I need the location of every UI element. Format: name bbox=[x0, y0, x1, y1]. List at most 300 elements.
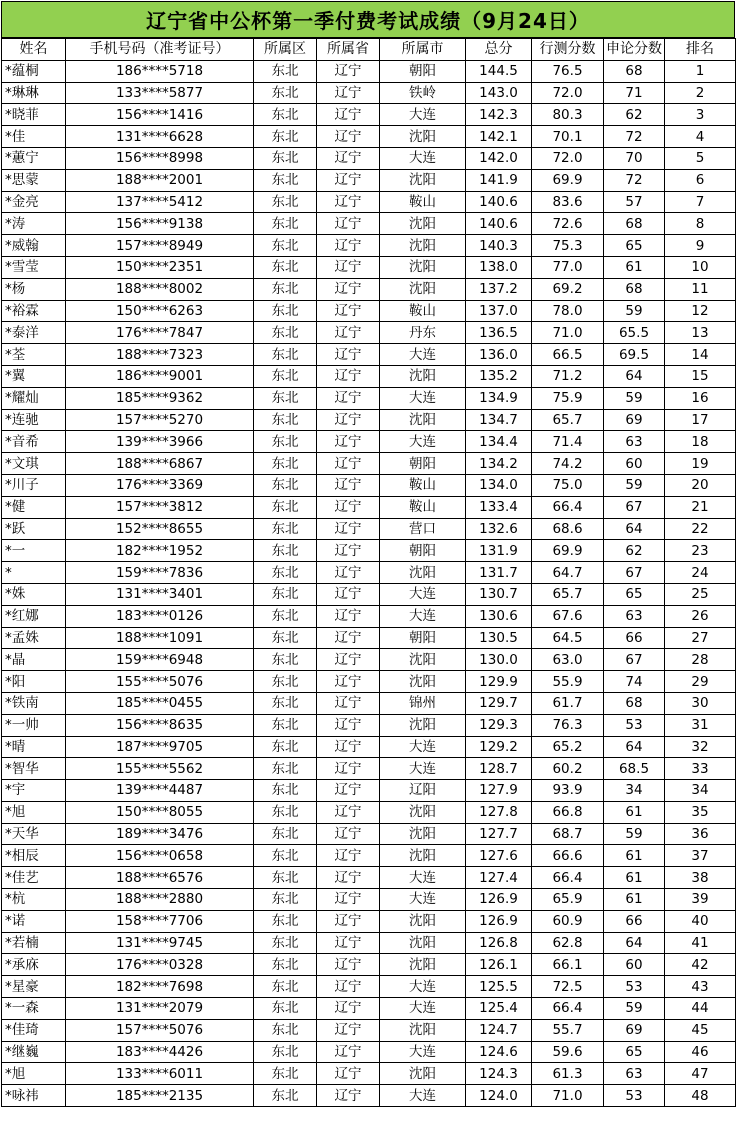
cell-xingce: 69.2 bbox=[532, 278, 604, 300]
cell-province: 辽宁 bbox=[317, 540, 380, 562]
cell-city: 沈阳 bbox=[380, 1063, 466, 1085]
cell-shenlun: 70 bbox=[604, 147, 665, 169]
cell-city: 朝阳 bbox=[380, 540, 466, 562]
cell-region: 东北 bbox=[254, 518, 317, 540]
header-province: 所属省 bbox=[317, 39, 380, 61]
cell-name: *耀灿 bbox=[2, 387, 66, 409]
cell-city: 沈阳 bbox=[380, 910, 466, 932]
cell-city: 大连 bbox=[380, 1041, 466, 1063]
cell-total: 126.9 bbox=[466, 910, 532, 932]
cell-province: 辽宁 bbox=[317, 1041, 380, 1063]
cell-phone: 188****6867 bbox=[66, 453, 254, 475]
cell-region: 东北 bbox=[254, 1041, 317, 1063]
cell-shenlun: 68 bbox=[604, 692, 665, 714]
cell-region: 东北 bbox=[254, 147, 317, 169]
cell-province: 辽宁 bbox=[317, 1085, 380, 1107]
cell-name: *威翰 bbox=[2, 235, 66, 257]
cell-phone: 133****5877 bbox=[66, 82, 254, 104]
cell-xingce: 66.8 bbox=[532, 801, 604, 823]
table-row bbox=[2, 256, 736, 278]
cell-province: 辽宁 bbox=[317, 1063, 380, 1085]
cell-xingce: 76.3 bbox=[532, 714, 604, 736]
cell-name: *荃 bbox=[2, 344, 66, 366]
cell-total: 127.6 bbox=[466, 845, 532, 867]
cell-total: 143.0 bbox=[466, 82, 532, 104]
table-row bbox=[2, 1063, 736, 1085]
cell-city: 辽阳 bbox=[380, 780, 466, 802]
cell-province: 辽宁 bbox=[317, 300, 380, 322]
cell-shenlun: 66 bbox=[604, 627, 665, 649]
cell-region: 东北 bbox=[254, 104, 317, 126]
cell-province: 辽宁 bbox=[317, 474, 380, 496]
cell-city: 沈阳 bbox=[380, 801, 466, 823]
cell-name: *琳琳 bbox=[2, 82, 66, 104]
cell-total: 142.1 bbox=[466, 126, 532, 148]
cell-city: 沈阳 bbox=[380, 671, 466, 693]
cell-xingce: 80.3 bbox=[532, 104, 604, 126]
cell-total: 130.0 bbox=[466, 649, 532, 671]
cell-xingce: 66.1 bbox=[532, 954, 604, 976]
cell-province: 辽宁 bbox=[317, 60, 380, 82]
cell-rank: 12 bbox=[665, 300, 736, 322]
table-row bbox=[2, 867, 736, 889]
cell-region: 东北 bbox=[254, 692, 317, 714]
cell-name: *天华 bbox=[2, 823, 66, 845]
cell-region: 东北 bbox=[254, 387, 317, 409]
cell-phone: 156****0658 bbox=[66, 845, 254, 867]
cell-region: 东北 bbox=[254, 605, 317, 627]
cell-rank: 6 bbox=[665, 169, 736, 191]
cell-city: 朝阳 bbox=[380, 60, 466, 82]
table-row bbox=[2, 823, 736, 845]
cell-name: *连驰 bbox=[2, 409, 66, 431]
cell-phone: 155****5076 bbox=[66, 671, 254, 693]
cell-province: 辽宁 bbox=[317, 714, 380, 736]
table-row bbox=[2, 627, 736, 649]
cell-name: *宇 bbox=[2, 780, 66, 802]
cell-total: 128.7 bbox=[466, 758, 532, 780]
cell-name: *一帅 bbox=[2, 714, 66, 736]
cell-total: 125.4 bbox=[466, 998, 532, 1020]
cell-shenlun: 59 bbox=[604, 387, 665, 409]
cell-region: 东北 bbox=[254, 453, 317, 475]
cell-rank: 11 bbox=[665, 278, 736, 300]
cell-rank: 32 bbox=[665, 736, 736, 758]
page-title: 辽宁省中公杯第一季付费考试成绩（9月24日） bbox=[1, 1, 735, 38]
cell-total: 142.3 bbox=[466, 104, 532, 126]
cell-xingce: 71.0 bbox=[532, 322, 604, 344]
cell-province: 辽宁 bbox=[317, 169, 380, 191]
cell-total: 135.2 bbox=[466, 365, 532, 387]
cell-province: 辽宁 bbox=[317, 649, 380, 671]
cell-city: 沈阳 bbox=[380, 235, 466, 257]
cell-xingce: 60.2 bbox=[532, 758, 604, 780]
cell-province: 辽宁 bbox=[317, 365, 380, 387]
cell-region: 东北 bbox=[254, 213, 317, 235]
cell-rank: 8 bbox=[665, 213, 736, 235]
cell-province: 辽宁 bbox=[317, 736, 380, 758]
cell-region: 东北 bbox=[254, 191, 317, 213]
cell-region: 东北 bbox=[254, 1019, 317, 1041]
table-row bbox=[2, 801, 736, 823]
table-row bbox=[2, 954, 736, 976]
cell-phone: 182****1952 bbox=[66, 540, 254, 562]
cell-province: 辽宁 bbox=[317, 278, 380, 300]
table-row bbox=[2, 82, 736, 104]
cell-xingce: 76.5 bbox=[532, 60, 604, 82]
table-row bbox=[2, 1019, 736, 1041]
cell-phone: 139****4487 bbox=[66, 780, 254, 802]
cell-xingce: 69.9 bbox=[532, 169, 604, 191]
cell-xingce: 55.9 bbox=[532, 671, 604, 693]
cell-region: 东北 bbox=[254, 256, 317, 278]
cell-phone: 152****8655 bbox=[66, 518, 254, 540]
cell-rank: 44 bbox=[665, 998, 736, 1020]
cell-province: 辽宁 bbox=[317, 387, 380, 409]
cell-region: 东北 bbox=[254, 126, 317, 148]
cell-xingce: 65.7 bbox=[532, 583, 604, 605]
table-row bbox=[2, 60, 736, 82]
cell-rank: 13 bbox=[665, 322, 736, 344]
cell-xingce: 65.7 bbox=[532, 409, 604, 431]
cell-province: 辽宁 bbox=[317, 344, 380, 366]
cell-city: 大连 bbox=[380, 583, 466, 605]
cell-province: 辽宁 bbox=[317, 213, 380, 235]
cell-rank: 17 bbox=[665, 409, 736, 431]
cell-city: 鞍山 bbox=[380, 300, 466, 322]
cell-name: *蕙宁 bbox=[2, 147, 66, 169]
table-row bbox=[2, 649, 736, 671]
cell-phone: 131****6628 bbox=[66, 126, 254, 148]
cell-rank: 19 bbox=[665, 453, 736, 475]
cell-name: *晶 bbox=[2, 649, 66, 671]
cell-name: *文琪 bbox=[2, 453, 66, 475]
cell-total: 134.0 bbox=[466, 474, 532, 496]
cell-name: *雪莹 bbox=[2, 256, 66, 278]
cell-shenlun: 68 bbox=[604, 60, 665, 82]
table-row bbox=[2, 474, 736, 496]
cell-shenlun: 61 bbox=[604, 256, 665, 278]
cell-name: *若楠 bbox=[2, 932, 66, 954]
cell-total: 129.9 bbox=[466, 671, 532, 693]
cell-rank: 46 bbox=[665, 1041, 736, 1063]
cell-total: 131.7 bbox=[466, 562, 532, 584]
cell-region: 东北 bbox=[254, 322, 317, 344]
cell-province: 辽宁 bbox=[317, 780, 380, 802]
cell-shenlun: 64 bbox=[604, 365, 665, 387]
cell-phone: 157****8949 bbox=[66, 235, 254, 257]
cell-shenlun: 59 bbox=[604, 474, 665, 496]
cell-phone: 137****5412 bbox=[66, 191, 254, 213]
cell-city: 沈阳 bbox=[380, 714, 466, 736]
cell-city: 沈阳 bbox=[380, 845, 466, 867]
cell-shenlun: 65 bbox=[604, 1041, 665, 1063]
table-row bbox=[2, 845, 736, 867]
cell-xingce: 93.9 bbox=[532, 780, 604, 802]
header-xingce: 行测分数 bbox=[532, 39, 604, 61]
cell-name: *星豪 bbox=[2, 976, 66, 998]
cell-city: 大连 bbox=[380, 605, 466, 627]
cell-total: 134.4 bbox=[466, 431, 532, 453]
cell-total: 129.7 bbox=[466, 692, 532, 714]
cell-region: 东北 bbox=[254, 496, 317, 518]
cell-phone: 159****6948 bbox=[66, 649, 254, 671]
table-row bbox=[2, 344, 736, 366]
cell-region: 东北 bbox=[254, 932, 317, 954]
cell-province: 辽宁 bbox=[317, 235, 380, 257]
cell-rank: 4 bbox=[665, 126, 736, 148]
cell-province: 辽宁 bbox=[317, 889, 380, 911]
cell-region: 东北 bbox=[254, 801, 317, 823]
cell-shenlun: 67 bbox=[604, 496, 665, 518]
cell-name: *翼 bbox=[2, 365, 66, 387]
table-row bbox=[2, 431, 736, 453]
cell-shenlun: 65 bbox=[604, 583, 665, 605]
cell-city: 大连 bbox=[380, 344, 466, 366]
cell-province: 辽宁 bbox=[317, 496, 380, 518]
cell-rank: 29 bbox=[665, 671, 736, 693]
cell-rank: 48 bbox=[665, 1085, 736, 1107]
cell-phone: 188****6576 bbox=[66, 867, 254, 889]
cell-province: 辽宁 bbox=[317, 322, 380, 344]
cell-city: 沈阳 bbox=[380, 409, 466, 431]
cell-xingce: 67.6 bbox=[532, 605, 604, 627]
cell-phone: 188****7323 bbox=[66, 344, 254, 366]
table-row bbox=[2, 126, 736, 148]
cell-xingce: 75.3 bbox=[532, 235, 604, 257]
cell-city: 朝阳 bbox=[380, 627, 466, 649]
cell-name: *佳琦 bbox=[2, 1019, 66, 1041]
cell-total: 127.9 bbox=[466, 780, 532, 802]
cell-name: *杨 bbox=[2, 278, 66, 300]
cell-shenlun: 34 bbox=[604, 780, 665, 802]
cell-rank: 35 bbox=[665, 801, 736, 823]
cell-rank: 36 bbox=[665, 823, 736, 845]
cell-xingce: 71.0 bbox=[532, 1085, 604, 1107]
cell-city: 朝阳 bbox=[380, 453, 466, 475]
cell-city: 大连 bbox=[380, 736, 466, 758]
cell-name: *金亮 bbox=[2, 191, 66, 213]
cell-phone: 188****8002 bbox=[66, 278, 254, 300]
cell-name: *承庥 bbox=[2, 954, 66, 976]
cell-phone: 185****9362 bbox=[66, 387, 254, 409]
cell-xingce: 75.9 bbox=[532, 387, 604, 409]
table-row bbox=[2, 910, 736, 932]
cell-phone: 157****5076 bbox=[66, 1019, 254, 1041]
cell-city: 大连 bbox=[380, 387, 466, 409]
cell-rank: 39 bbox=[665, 889, 736, 911]
cell-xingce: 65.2 bbox=[532, 736, 604, 758]
cell-name: *音希 bbox=[2, 431, 66, 453]
cell-xingce: 68.7 bbox=[532, 823, 604, 845]
header-total: 总分 bbox=[466, 39, 532, 61]
cell-name: *阳 bbox=[2, 671, 66, 693]
cell-city: 大连 bbox=[380, 431, 466, 453]
cell-city: 大连 bbox=[380, 147, 466, 169]
cell-xingce: 74.2 bbox=[532, 453, 604, 475]
cell-phone: 187****9705 bbox=[66, 736, 254, 758]
cell-phone: 186****9001 bbox=[66, 365, 254, 387]
cell-city: 大连 bbox=[380, 1085, 466, 1107]
cell-region: 东北 bbox=[254, 540, 317, 562]
cell-province: 辽宁 bbox=[317, 976, 380, 998]
cell-rank: 2 bbox=[665, 82, 736, 104]
cell-name: *跃 bbox=[2, 518, 66, 540]
cell-city: 沈阳 bbox=[380, 365, 466, 387]
cell-province: 辽宁 bbox=[317, 104, 380, 126]
cell-rank: 1 bbox=[665, 60, 736, 82]
cell-city: 大连 bbox=[380, 998, 466, 1020]
cell-city: 沈阳 bbox=[380, 256, 466, 278]
cell-region: 东北 bbox=[254, 714, 317, 736]
cell-city: 大连 bbox=[380, 867, 466, 889]
cell-shenlun: 69 bbox=[604, 1019, 665, 1041]
cell-rank: 25 bbox=[665, 583, 736, 605]
cell-name: *佳艺 bbox=[2, 867, 66, 889]
cell-province: 辽宁 bbox=[317, 409, 380, 431]
cell-phone: 185****0455 bbox=[66, 692, 254, 714]
cell-name: *旭 bbox=[2, 801, 66, 823]
cell-phone: 188****2001 bbox=[66, 169, 254, 191]
table-row bbox=[2, 453, 736, 475]
cell-shenlun: 61 bbox=[604, 801, 665, 823]
cell-phone: 131****3401 bbox=[66, 583, 254, 605]
header-row bbox=[2, 39, 736, 61]
cell-rank: 41 bbox=[665, 932, 736, 954]
cell-city: 沈阳 bbox=[380, 126, 466, 148]
cell-name: *健 bbox=[2, 496, 66, 518]
cell-shenlun: 63 bbox=[604, 1063, 665, 1085]
cell-shenlun: 65 bbox=[604, 235, 665, 257]
cell-total: 132.6 bbox=[466, 518, 532, 540]
cell-region: 东北 bbox=[254, 365, 317, 387]
cell-region: 东北 bbox=[254, 998, 317, 1020]
cell-city: 鞍山 bbox=[380, 191, 466, 213]
cell-xingce: 66.4 bbox=[532, 867, 604, 889]
cell-phone: 182****7698 bbox=[66, 976, 254, 998]
cell-region: 东北 bbox=[254, 60, 317, 82]
cell-xingce: 72.0 bbox=[532, 147, 604, 169]
cell-phone: 176****7847 bbox=[66, 322, 254, 344]
cell-rank: 18 bbox=[665, 431, 736, 453]
cell-xingce: 71.4 bbox=[532, 431, 604, 453]
cell-total: 126.1 bbox=[466, 954, 532, 976]
cell-province: 辽宁 bbox=[317, 998, 380, 1020]
table-row bbox=[2, 758, 736, 780]
cell-name: *晓菲 bbox=[2, 104, 66, 126]
cell-total: 130.5 bbox=[466, 627, 532, 649]
cell-shenlun: 69 bbox=[604, 409, 665, 431]
cell-rank: 28 bbox=[665, 649, 736, 671]
cell-shenlun: 69.5 bbox=[604, 344, 665, 366]
cell-province: 辽宁 bbox=[317, 627, 380, 649]
cell-province: 辽宁 bbox=[317, 692, 380, 714]
cell-shenlun: 59 bbox=[604, 823, 665, 845]
cell-city: 沈阳 bbox=[380, 278, 466, 300]
cell-province: 辽宁 bbox=[317, 518, 380, 540]
cell-xingce: 71.2 bbox=[532, 365, 604, 387]
cell-shenlun: 65.5 bbox=[604, 322, 665, 344]
table-row bbox=[2, 235, 736, 257]
table-row bbox=[2, 322, 736, 344]
cell-rank: 20 bbox=[665, 474, 736, 496]
cell-xingce: 66.5 bbox=[532, 344, 604, 366]
cell-total: 136.5 bbox=[466, 322, 532, 344]
cell-region: 东北 bbox=[254, 409, 317, 431]
cell-province: 辽宁 bbox=[317, 910, 380, 932]
table-row bbox=[2, 169, 736, 191]
table-row bbox=[2, 932, 736, 954]
cell-phone: 185****2135 bbox=[66, 1085, 254, 1107]
cell-region: 东北 bbox=[254, 910, 317, 932]
cell-shenlun: 60 bbox=[604, 954, 665, 976]
cell-city: 大连 bbox=[380, 889, 466, 911]
cell-total: 124.6 bbox=[466, 1041, 532, 1063]
cell-name: *旭 bbox=[2, 1063, 66, 1085]
cell-xingce: 72.0 bbox=[532, 82, 604, 104]
cell-total: 144.5 bbox=[466, 60, 532, 82]
cell-province: 辽宁 bbox=[317, 1019, 380, 1041]
cell-shenlun: 68.5 bbox=[604, 758, 665, 780]
table-row bbox=[2, 518, 736, 540]
cell-rank: 27 bbox=[665, 627, 736, 649]
cell-rank: 31 bbox=[665, 714, 736, 736]
cell-xingce: 72.5 bbox=[532, 976, 604, 998]
cell-name: *诺 bbox=[2, 910, 66, 932]
cell-city: 丹东 bbox=[380, 322, 466, 344]
cell-xingce: 63.0 bbox=[532, 649, 604, 671]
cell-city: 沈阳 bbox=[380, 213, 466, 235]
cell-region: 东北 bbox=[254, 431, 317, 453]
cell-rank: 22 bbox=[665, 518, 736, 540]
cell-shenlun: 72 bbox=[604, 126, 665, 148]
table-row bbox=[2, 976, 736, 998]
cell-xingce: 75.0 bbox=[532, 474, 604, 496]
cell-xingce: 59.6 bbox=[532, 1041, 604, 1063]
table-row bbox=[2, 889, 736, 911]
cell-phone: 150****6263 bbox=[66, 300, 254, 322]
cell-name: *裕霖 bbox=[2, 300, 66, 322]
cell-name: *杭 bbox=[2, 889, 66, 911]
cell-xingce: 77.0 bbox=[532, 256, 604, 278]
cell-xingce: 66.6 bbox=[532, 845, 604, 867]
cell-rank: 45 bbox=[665, 1019, 736, 1041]
cell-shenlun: 53 bbox=[604, 1085, 665, 1107]
cell-region: 东北 bbox=[254, 562, 317, 584]
cell-region: 东北 bbox=[254, 780, 317, 802]
cell-name: *一 bbox=[2, 540, 66, 562]
cell-total: 134.9 bbox=[466, 387, 532, 409]
cell-total: 124.0 bbox=[466, 1085, 532, 1107]
cell-name: *蕴桐 bbox=[2, 60, 66, 82]
cell-province: 辽宁 bbox=[317, 562, 380, 584]
cell-phone: 157****3812 bbox=[66, 496, 254, 518]
header-city: 所属市 bbox=[380, 39, 466, 61]
cell-total: 137.2 bbox=[466, 278, 532, 300]
cell-name: *相辰 bbox=[2, 845, 66, 867]
cell-shenlun: 68 bbox=[604, 278, 665, 300]
cell-name: *思蒙 bbox=[2, 169, 66, 191]
cell-region: 东北 bbox=[254, 583, 317, 605]
cell-shenlun: 71 bbox=[604, 82, 665, 104]
cell-name: *涛 bbox=[2, 213, 66, 235]
cell-rank: 43 bbox=[665, 976, 736, 998]
cell-xingce: 60.9 bbox=[532, 910, 604, 932]
cell-total: 134.7 bbox=[466, 409, 532, 431]
cell-phone: 156****8635 bbox=[66, 714, 254, 736]
cell-city: 大连 bbox=[380, 104, 466, 126]
cell-phone: 131****9745 bbox=[66, 932, 254, 954]
